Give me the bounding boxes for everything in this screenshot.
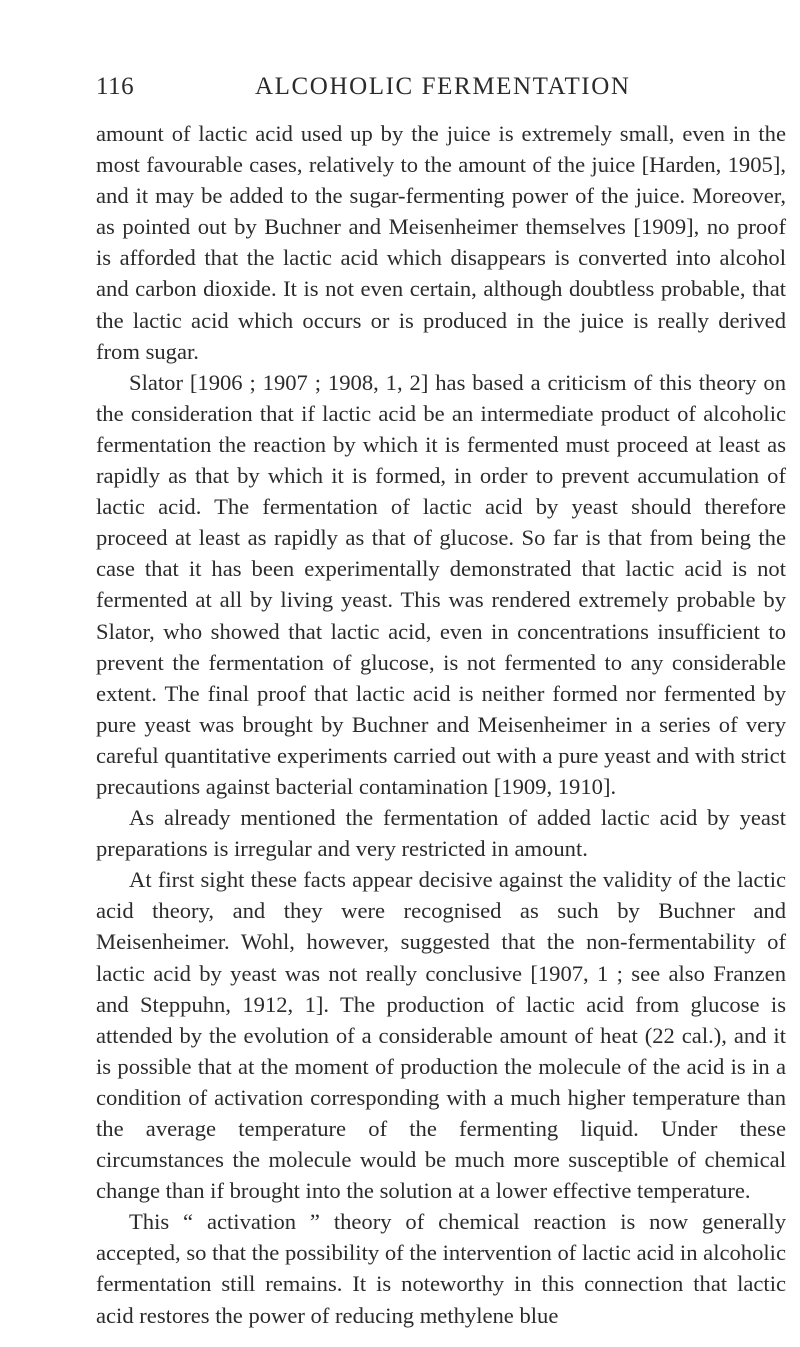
paragraph-5: This “ activation ” theory of chemical reaction is now generally accepted, so that the possibility of the intervention of lactic acid in alcoholic fermentation still remains. It is noteworthy in this connection that lactic acid restores the power of reducing methylene blue bbox=[96, 1209, 786, 1328]
paragraph-4: At first sight these facts appear decisive against the validity of the lactic acid theory, and they were recognised as such by Buchner and Meisenheimer. Wohl, however, suggested that the non-fermentability of lactic acid by yeast was not really conclusive [1907, 1 ; see also Franzen and Steppuhn, 1912, 1]. The production of lactic acid from glucose is attended by the evolution of a considerable amount of heat (22 cal.), and it is possible that at the moment of production the molecule of the acid is in a condition of activation corresponding with a much higher temperature than the average temperature of the fermenting liquid. Under these circumstances the molecule would be much more susceptible of chemical change than if brought into the solution at a lower effective temperature. bbox=[96, 867, 786, 1204]
body-text bbox=[96, 118, 786, 1331]
paragraph-2: Slator [1906 ; 1907 ; 1908, 1, 2] has based a criticism of this theory on the consideration that if lactic acid be an intermediate product of alcoholic fermentation the reaction by which it is fermented must proceed at least as rapidly as that by which it is formed, in order to prevent accumulation of lactic acid. The fermentation of lactic acid by yeast should therefore proceed at least as rapidly as that of glucose. So far is that from being the case that it has been experimentally demonstrated that lactic acid is not fermented at all by living yeast. This was rendered extremely probable by Slator, who showed that lactic acid, even in concentrations insufficient to prevent the fermentation of glucose, is not fermented to any considerable extent. The final proof that lactic acid is neither formed nor fermented by pure yeast was brought by Buchner and Meisenheimer in a series of very careful quantitative experiments carried out with a pure yeast and with strict precautions against bacterial contamination [1909, 1910]. bbox=[96, 369, 786, 799]
paragraph-1: amount of lactic acid used up by the juice is extremely small, even in the most favourable cases, relatively to the amount of the juice [Harden, 1905], and it may be added to the sugar-fermenting power of the juice. Moreover, as pointed out by Buchner and Meisenheimer themselves [1909], no proof is afforded that the lactic acid which disappears is converted into alcohol and carbon dioxide. It is not even certain, although doubtless probable, that the lactic acid which occurs or is produced in the juice is really derived from sugar. bbox=[96, 121, 786, 364]
paragraph-3: As already mentioned the fermentation of added lactic acid by yeast preparations is irregular and very restricted in amount. bbox=[96, 805, 786, 862]
running-title: ALCOHOLIC FERMENTATION bbox=[255, 73, 631, 100]
page-number: 116 bbox=[96, 73, 135, 100]
